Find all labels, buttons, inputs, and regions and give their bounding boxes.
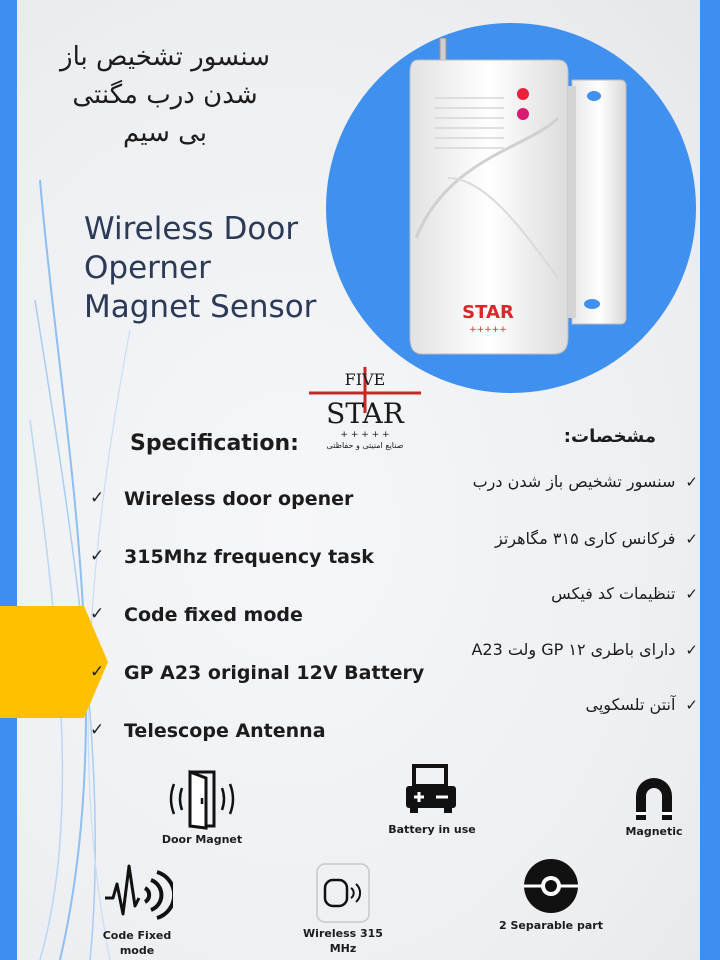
- logo-top-text: FIVE: [344, 370, 386, 389]
- check-icon: ✓: [90, 488, 105, 508]
- check-icon: ✓: [90, 662, 105, 682]
- feature-label: Wireless 315 MHz: [303, 927, 383, 955]
- five-star-logo: [305, 367, 425, 451]
- check-icon: ✓: [685, 585, 698, 603]
- specification-title: Specification:: [130, 431, 299, 456]
- spec-item: ✓ GP A23 original 12V Battery: [90, 662, 425, 684]
- check-icon: ✓: [90, 546, 105, 566]
- check-icon: ✓: [685, 530, 698, 548]
- spec-item: ✓ Telescope Antenna: [90, 720, 326, 742]
- signal-code-icon: [101, 858, 173, 926]
- persian-title-line-1: سنسور تشخیص باز: [60, 42, 270, 72]
- feature-label: 2 Separable part: [499, 919, 603, 932]
- feature-code-fixed: [92, 858, 182, 958]
- check-icon: ✓: [90, 604, 105, 624]
- logo-stars: + + + + +: [340, 430, 390, 440]
- separable-part-icon: [521, 856, 581, 916]
- check-icon: ✓: [685, 473, 698, 491]
- english-title-line-3: Magnet Sensor: [84, 289, 317, 325]
- persian-spec-item: ✓تنظیمات کد فیکس: [551, 584, 698, 603]
- english-title-line-2: Operner: [84, 250, 211, 286]
- magnet-icon: [632, 774, 676, 822]
- device-brand-label: STAR: [462, 302, 514, 323]
- wireless-icon: [315, 862, 371, 924]
- feature-separable: [496, 856, 606, 933]
- persian-spec-item: ✓فرکانس کاری ۳۱۵ مگاهرتز: [494, 529, 698, 548]
- persian-spec-item: ✓آنتن تلسکوپی: [585, 695, 698, 714]
- check-icon: ✓: [685, 696, 698, 714]
- english-title-line-1: Wireless Door: [84, 211, 299, 247]
- feature-door-magnet: [152, 768, 252, 847]
- device-brand-stars: +++++: [469, 325, 507, 335]
- feature-magnetic: [612, 774, 696, 839]
- feature-battery: [380, 762, 484, 837]
- check-icon: ✓: [90, 720, 105, 740]
- feature-label: Magnetic: [625, 825, 683, 838]
- spec-item: ✓ 315Mhz frequency task: [90, 546, 374, 568]
- logo-bottom-text: STAR: [326, 397, 404, 430]
- persian-spec-item: ✓سنسور تشخیص باز شدن درب: [472, 472, 698, 491]
- persian-spec-title: مشخصات:: [563, 426, 656, 447]
- feature-label: Battery in use: [388, 823, 476, 836]
- check-icon: ✓: [685, 641, 698, 659]
- right-accent-bar: [700, 0, 720, 960]
- persian-title-line-2: شدن درب مگنتی: [72, 80, 258, 110]
- persian-title-line-3: بی سیم: [122, 118, 208, 148]
- persian-title: [30, 38, 300, 152]
- feature-label: Door Magnet: [161, 833, 243, 846]
- left-accent-bar: [0, 0, 17, 960]
- feature-label: Code Fixed mode: [102, 929, 172, 957]
- door-sensor-device-image: [408, 38, 636, 358]
- logo-subtitle: صنایع امنیتی و حفاظتی: [326, 441, 404, 450]
- door-magnet-icon: [162, 768, 242, 830]
- spec-item: ✓ Wireless door opener: [90, 488, 354, 510]
- battery-icon: [402, 762, 462, 820]
- english-title: [84, 210, 316, 327]
- spec-item: ✓ Code fixed mode: [90, 604, 303, 626]
- persian-spec-item: ✓دارای باطری GP ۱۲ ولت A23: [471, 640, 698, 659]
- feature-wireless: [298, 862, 388, 956]
